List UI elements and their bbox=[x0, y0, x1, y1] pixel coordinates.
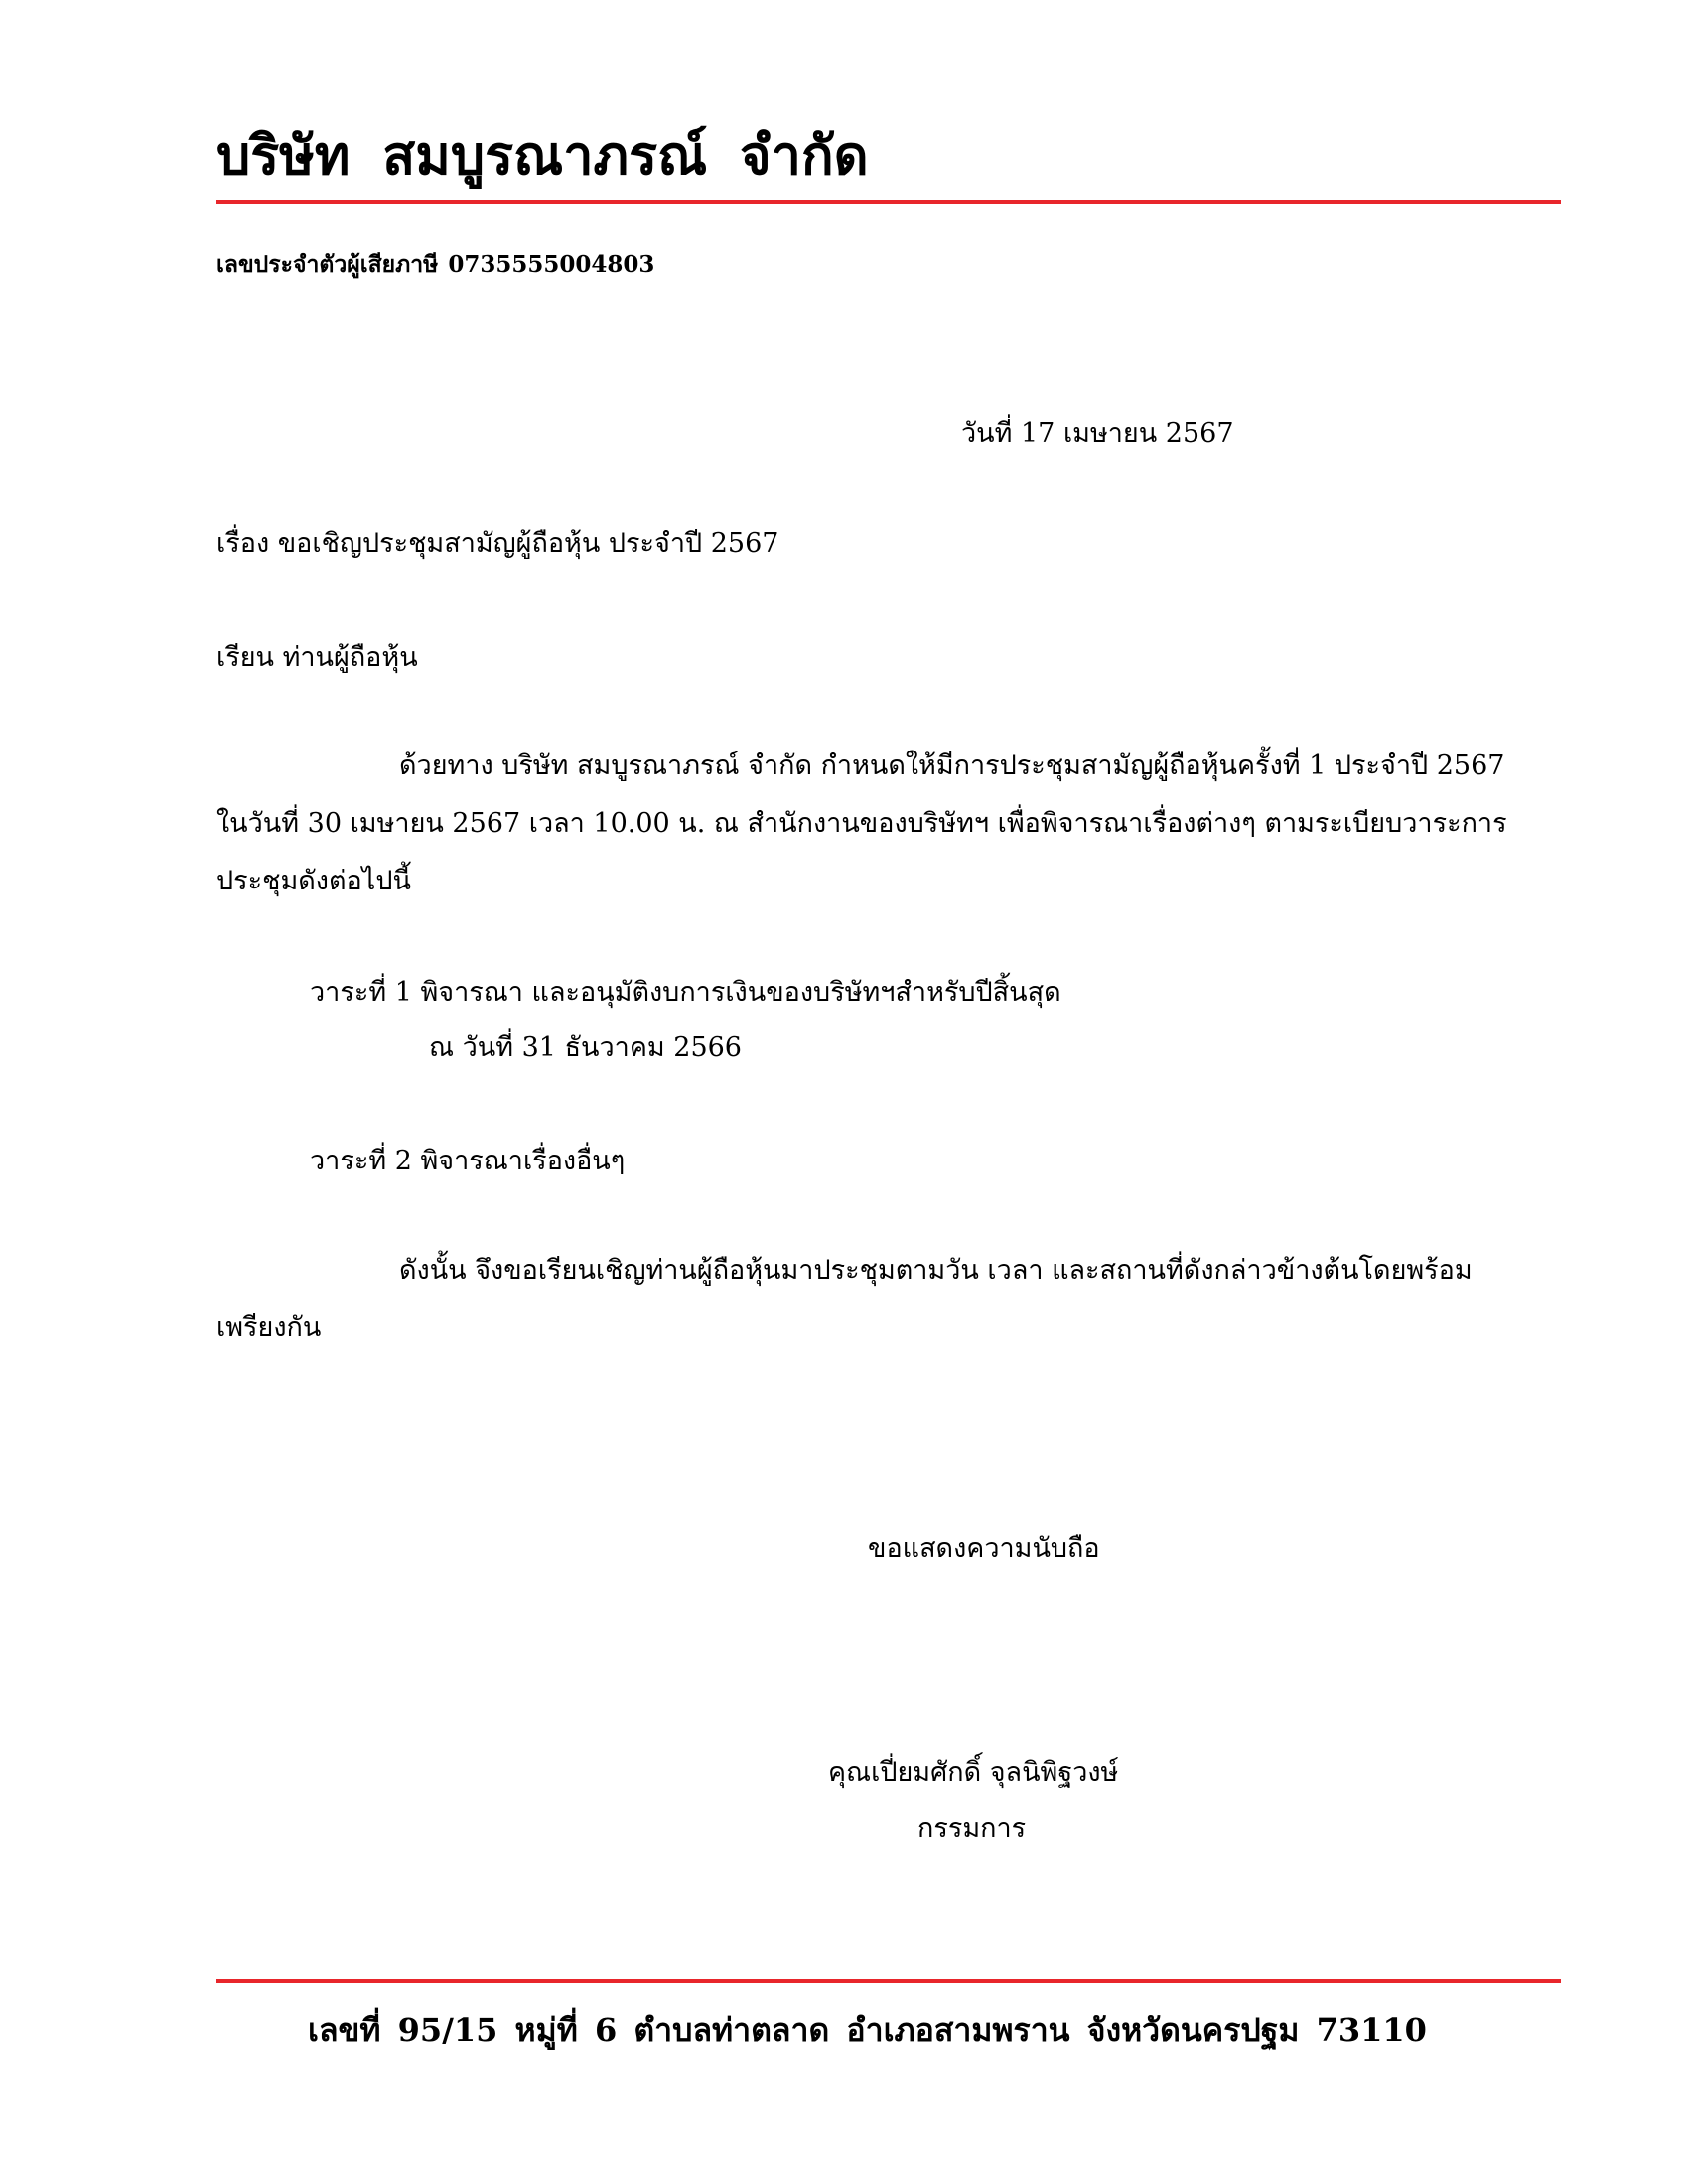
closing-paragraph-line-1: ดังนั้น จึงขอเรียนเชิญท่านผู้ถือหุ้นมาประชุมตามวัน เวลา และสถานที่ดังกล่าวข้างต้นโดยพร้อม bbox=[399, 1255, 1473, 1286]
footer-address: เลขที่ 95/15 หมู่ที่ 6 ตำบลท่าตลาด อำเภอสามพราน จังหวัดนครปฐม 73110 bbox=[308, 2011, 1427, 2049]
tax-id-number: 0735555004803 bbox=[448, 251, 655, 278]
regards: ขอแสดงความนับถือ bbox=[868, 1533, 1100, 1564]
agenda-item-2: วาระที่ 2 พิจารณาเรื่องอื่นๆ bbox=[310, 1146, 626, 1176]
paragraph-1-line-3: ประชุมดังต่อไปนี้ bbox=[216, 866, 411, 896]
letter-salutation: เรียน ท่านผู้ถือหุ้น bbox=[216, 642, 418, 673]
agenda-item-1-continuation: ณ วันที่ 31 ธันวาคม 2566 bbox=[429, 1032, 742, 1063]
header-divider bbox=[216, 200, 1561, 204]
letter-date: วันที่ 17 เมษายน 2567 bbox=[961, 418, 1234, 449]
letter-subject: เรื่อง ขอเชิญประชุมสามัญผู้ถือหุ้น ประจำปี 2567 bbox=[216, 528, 779, 559]
paragraph-1-line-2: ในวันที่ 30 เมษายน 2567 เวลา 10.00 น. ณ สำนักงานของบริษัทฯ เพื่อพิจารณาเรื่องต่างๆ ตามระเบียบวาระการ bbox=[216, 808, 1507, 839]
tax-id-line bbox=[216, 250, 654, 280]
signer-name: คุณเปี่ยมศักดิ์ จุลนิพิฐวงษ์ bbox=[828, 1757, 1119, 1788]
footer-divider bbox=[216, 1979, 1561, 1983]
closing-paragraph-line-2: เพรียงกัน bbox=[216, 1312, 322, 1343]
company-name: บริษัท สมบูรณาภรณ์ จำกัด bbox=[216, 123, 869, 187]
tax-id-label: เลขประจำตัวผู้เสียภาษี bbox=[216, 251, 439, 278]
paragraph-1-line-1: ด้วยทาง บริษัท สมบูรณาภรณ์ จำกัด กำหนดให้มีการประชุมสามัญผู้ถือหุ้นครั้งที่ 1 ประจำปี 2567 bbox=[399, 751, 1505, 781]
agenda-item-1: วาระที่ 1 พิจารณา และอนุมัติงบการเงินของบริษัทฯสำหรับปีสิ้นสุด bbox=[310, 977, 1061, 1008]
signer-title: กรรมการ bbox=[917, 1813, 1027, 1843]
